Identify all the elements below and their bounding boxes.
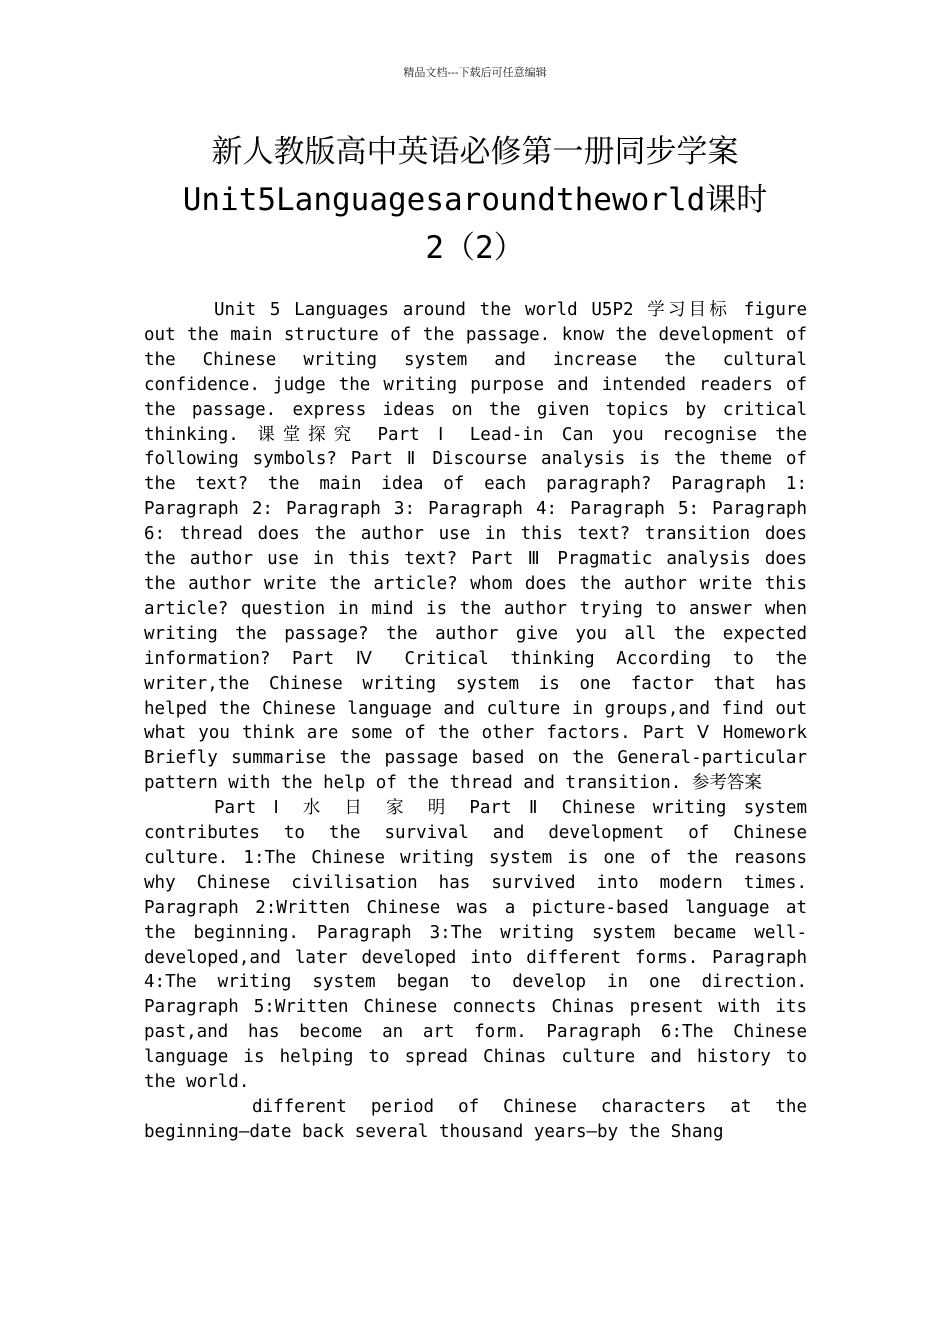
document-body <box>144 298 807 1145</box>
body-paragraph-exercise: Unit 5 Languages around the world U5P2 学习目标 figure out the main structure of the passage. know the development of the Chinese writing system and increase the cultural confidence. judge the writing purpose and intended readers of the passage. express ideas on the given topics by critical thinking. 课堂探究 Part Ⅰ Lead-in Can you recognise the following symbols? Part Ⅱ Discourse analysis is the theme of the text? the main idea of each paragraph? Paragraph 1: Paragraph 2: Paragraph 3: Paragraph 4: Paragraph 5: Paragraph 6: thread does the author use in this text? transition does the author use in this text? Part Ⅲ Pragmatic analysis does the author write the article? whom does the author write this article? question in mind is the author trying to answer when writing the passage? the author give you all the expected information? Part Ⅳ Critical thinking According to the writer,the Chinese writing system is one factor that has helped the Chinese language and culture in groups,and find out what you think are some of the other factors. Part Ⅴ Homework Briefly summarise the passage based on the General-particular pattern with the help of the thread and transition. 参考答案 <box>144 300 807 794</box>
document-title <box>100 128 850 272</box>
body-paragraph-continued: different period of Chinese characters at the beginning—date back several thousand years—by the Shang <box>144 1097 807 1142</box>
body-paragraph-answers: Part Ⅰ 水 日 家 明 Part Ⅱ Chinese writing system contributes to the survival and development of Chinese culture. 1:The Chinese writing system is one of the reasons why Chinese civilisation has survived into modern times. Paragraph 2:Written Chinese was a picture-based language at the beginning. Paragraph 3:The writing system became well-developed,and later developed into different forms. Paragraph 4:The writing system began to develop in one direction. Paragraph 5:Written Chinese connects Chinas present with its past,and has become an art form. Paragraph 6:The Chinese language is helping to spread Chinas culture and history to the world. <box>144 798 807 1093</box>
title-line-3: 2（2） <box>425 230 525 266</box>
page-header: 精品文档---下载后可任意编辑 <box>403 66 547 79</box>
title-line-2: Unit5Languagesaroundtheworld课时 <box>182 182 768 218</box>
title-line-1: 新人教版高中英语必修第一册同步学案 <box>211 134 739 170</box>
